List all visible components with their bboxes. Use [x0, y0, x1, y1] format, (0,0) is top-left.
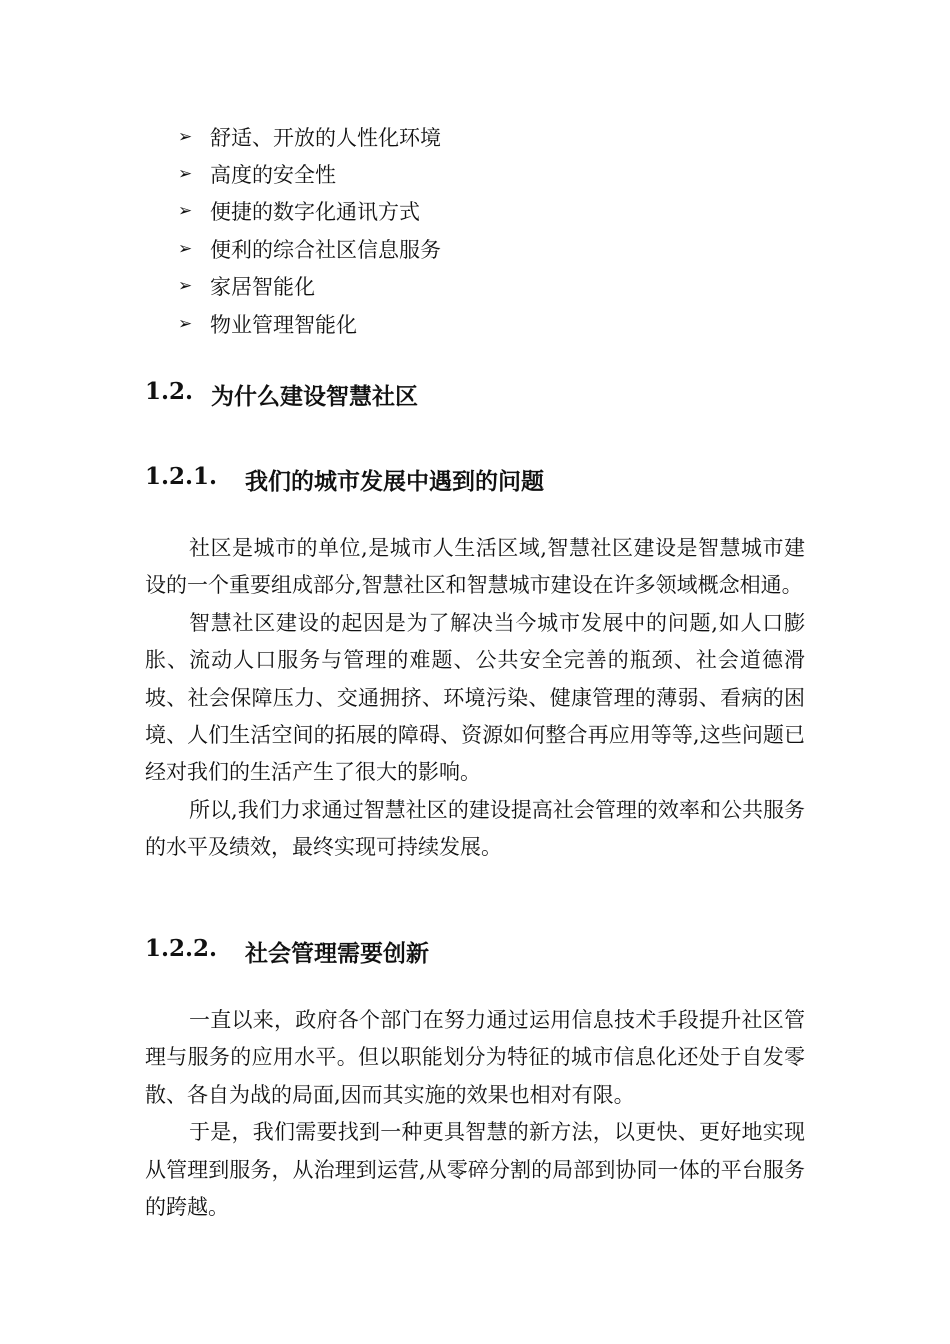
section-heading-1-2-2: [145, 935, 429, 968]
feature-bullet-list: [178, 118, 441, 342]
section-heading-1-2-1: [145, 463, 544, 496]
list-item: [178, 230, 441, 267]
body-paragraph: 于是，我们需要找到一种更具智慧的新方法，以更快、更好地实现从管理到服务，从治理到运营,从零碎分割的局部到协同一体的平台服务的跨越。: [145, 1120, 805, 1220]
arrow-bullet-icon: ➢: [178, 238, 193, 259]
arrow-bullet-icon: ➢: [178, 126, 193, 147]
arrow-bullet-icon: ➢: [178, 313, 193, 334]
body-paragraph: 一直以来，政府各个部门在努力通过运用信息技术手段提升社区管理与服务的应用水平。但以职能划分为特征的城市信息化还处于自发零散、各自为战的局面,因而其实施的效果也相对有限。: [145, 1008, 805, 1107]
bullet-text: 高度的安全性: [210, 163, 336, 188]
section-title: 社会管理需要创新: [245, 940, 429, 967]
section-1-2-2-body: [145, 1002, 805, 1226]
arrow-bullet-icon: ➢: [178, 276, 193, 297]
bullet-text: 舒适、开放的人性化环境: [210, 125, 441, 150]
list-item: [178, 268, 441, 305]
bullet-text: 物业管理智能化: [210, 312, 357, 337]
section-1-2-1-body: [145, 530, 805, 867]
section-number: 1.2.: [145, 378, 194, 405]
arrow-bullet-icon: ➢: [178, 201, 193, 222]
section-title: 为什么建设智慧社区: [211, 383, 418, 410]
body-paragraph: 智慧社区建设的起因是为了解决当今城市发展中的问题,如人口膨胀、流动人口服务与管理的难题、公共安全完善的瓶颈、社会道德滑坡、社会保障压力、交通拥挤、环境污染、健康管理的薄弱、看病的困境、人们生活空间的拓展的障碍、资源如何整合再应用等等,这些问题已经对我们的生活产生了很大的影响。: [145, 610, 805, 785]
list-item: [178, 305, 441, 342]
body-paragraph: 所以,我们力求通过智慧社区的建设提高社会管理的效率和公共服务的水平及绩效，最终实现可持续发展。: [145, 797, 805, 860]
arrow-bullet-icon: ➢: [178, 164, 193, 185]
section-number: 1.2.1.: [145, 463, 218, 490]
list-item: [178, 193, 441, 230]
body-paragraph: 社区是城市的单位,是城市人生活区域,智慧社区建设是智慧城市建设的一个重要组成部分,智慧社区和智慧城市建设在许多领域概念相通。: [145, 536, 805, 598]
section-number: 1.2.2.: [145, 935, 218, 962]
list-item: [178, 118, 441, 155]
section-heading-1-2: [145, 378, 418, 411]
bullet-text: 便捷的数字化通讯方式: [210, 200, 420, 225]
bullet-text: 便利的综合社区信息服务: [210, 237, 441, 262]
section-title: 我们的城市发展中遇到的问题: [245, 468, 544, 495]
bullet-text: 家居智能化: [210, 275, 315, 300]
list-item: [178, 155, 441, 192]
